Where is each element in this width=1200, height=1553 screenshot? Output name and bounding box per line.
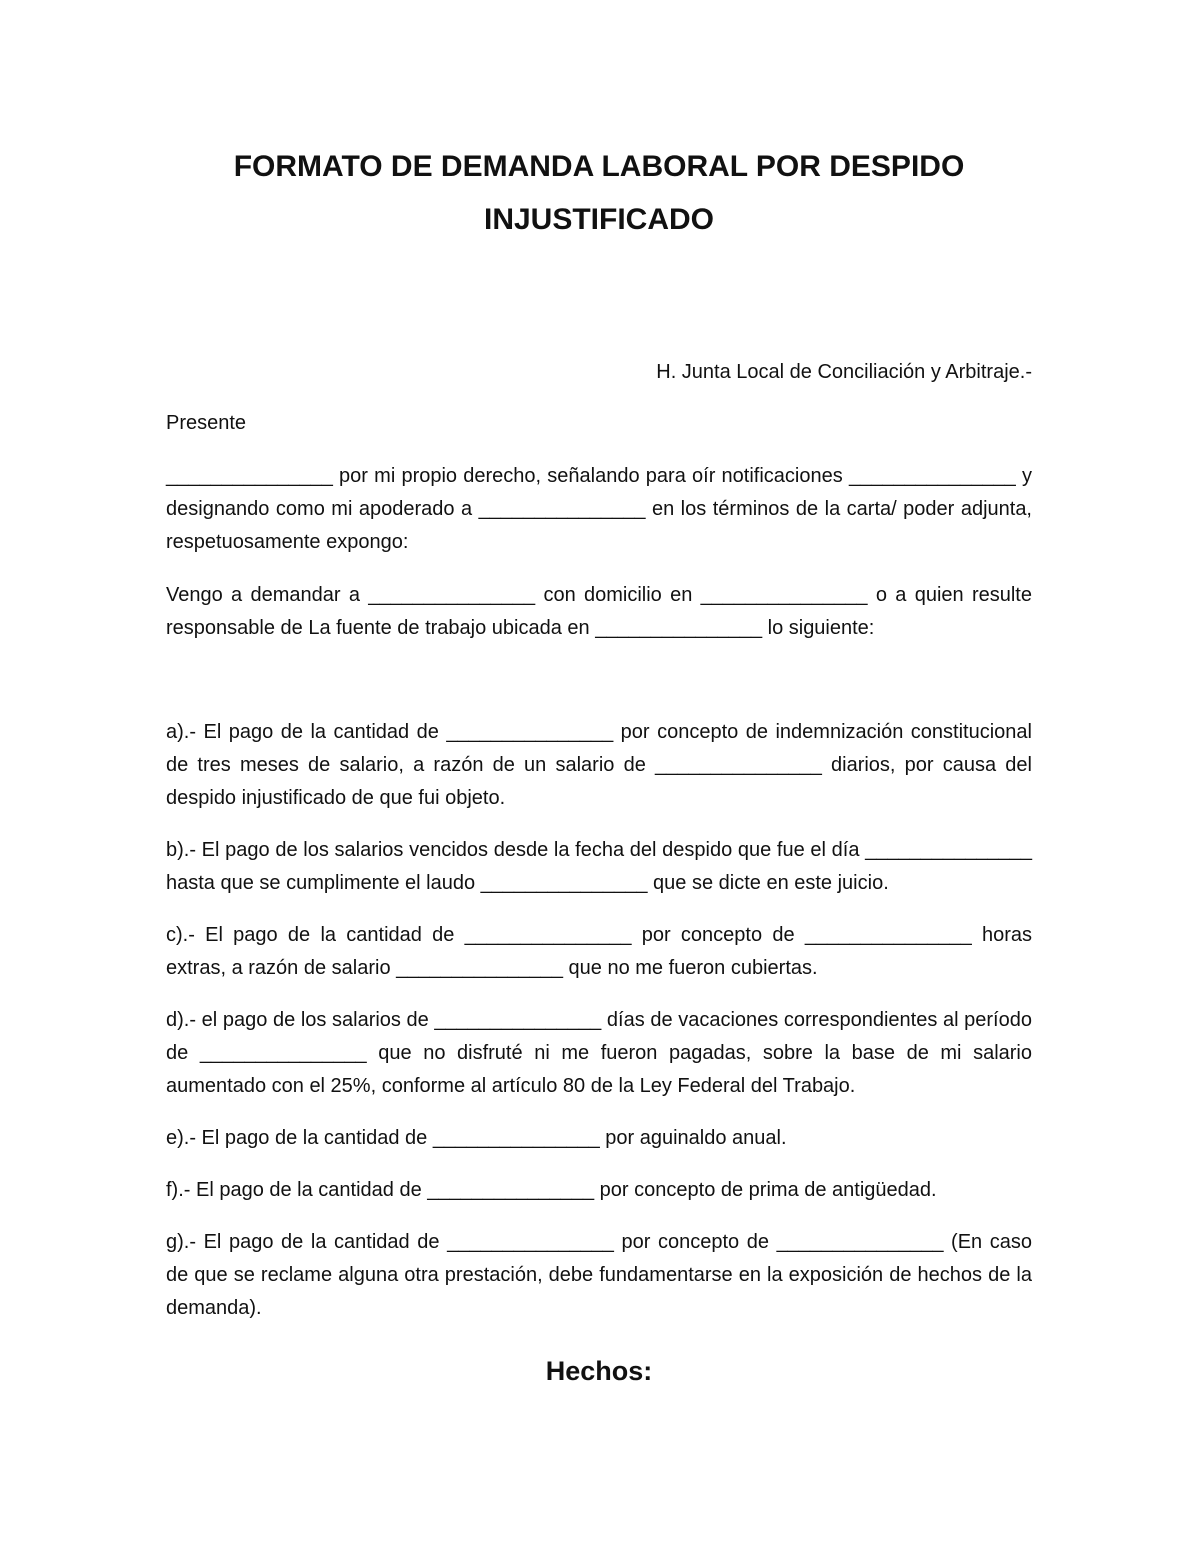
demand-paragraph: Vengo a demandar a _______________ con domicilio en _______________ o a quien resulte responsable de La fuente de trabajo ubicada en _______________ lo siguiente:	[166, 584, 1032, 639]
claim-item-d: d).- el pago de los salarios de _______________ días de vacaciones correspondientes al período de _______________ que no disfruté ni me fueron pagadas, sobre la base de mi salario aumentado con el 25%, conforme al artículo 80 de la Ley Federal del Trabajo.	[166, 1009, 1032, 1097]
claim-item-e: e).- El pago de la cantidad de _______________ por aguinaldo anual.	[166, 1127, 787, 1149]
document-page	[166, 140, 1032, 1391]
title-line-2: INJUSTIFICADO	[483, 203, 714, 236]
claim-item-b: b).- El pago de los salarios vencidos desde la fecha del despido que fue el día _______________ hasta que se cumplimente el laudo _______________ que se dicte en este juicio.	[166, 839, 1032, 894]
section-heading-hechos: Hechos:	[545, 1356, 653, 1386]
claim-item-a: a).- El pago de la cantidad de _______________ por concepto de indemnización constitucional de tres meses de salario, a razón de un salario de _______________ diarios, por causa del despido injustificado de que fui objeto.	[166, 721, 1032, 809]
claim-item-g: g).- El pago de la cantidad de _______________ por concepto de _______________ (En caso de que se reclame alguna otra prestación, debe fundamentarse en la exposición de hechos de la demanda).	[166, 1231, 1032, 1319]
title-line-1: FORMATO DE DEMANDA LABORAL POR DESPIDO	[233, 150, 965, 183]
claim-item-c: c).- El pago de la cantidad de _______________ por concepto de _______________ horas extras, a razón de salario _______________ que no me fueron cubiertas.	[166, 924, 1032, 979]
addressee: H. Junta Local de Conciliación y Arbitraje.-	[656, 361, 1032, 383]
intro-paragraph: _______________ por mi propio derecho, señalando para oír notificaciones _______________ y designando como mi apoderado a _______________ en los términos de la carta/ poder adjunta, respetuosamente expongo:	[166, 465, 1032, 553]
greeting: Presente	[166, 412, 247, 434]
document-title	[166, 140, 1032, 246]
claim-item-f: f).- El pago de la cantidad de _______________ por concepto de prima de antigüedad.	[166, 1179, 937, 1201]
